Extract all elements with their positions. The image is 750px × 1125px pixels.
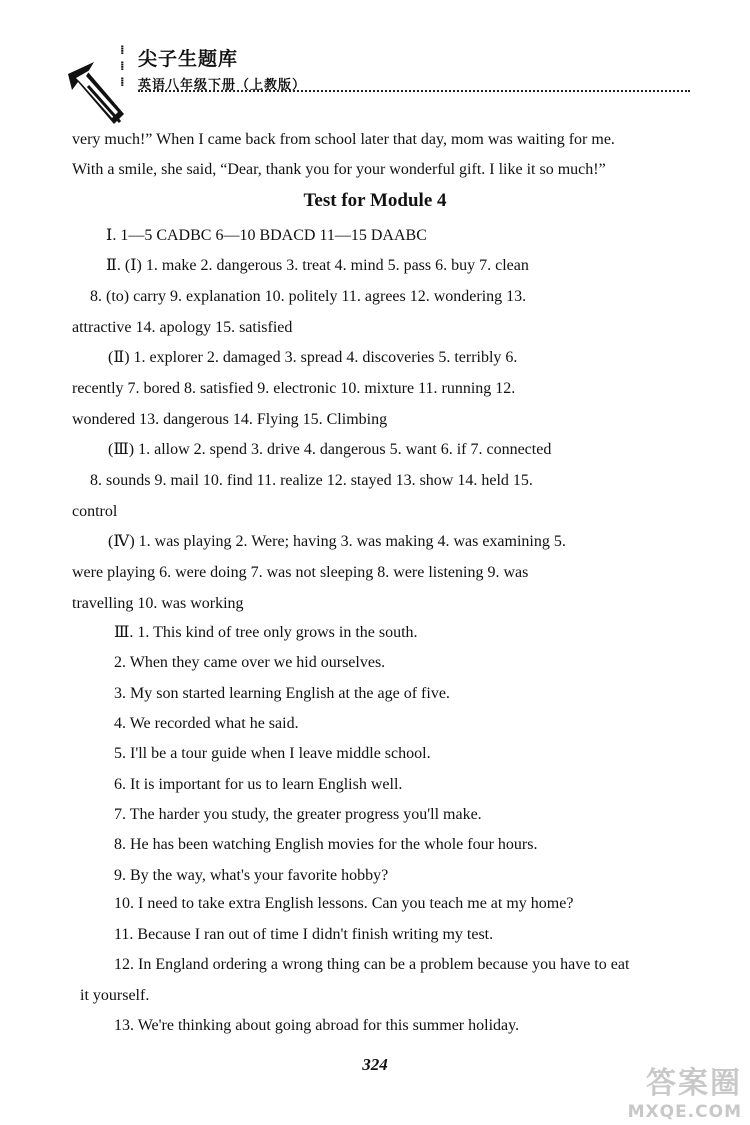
answer-part3-6: 6. It is important for us to learn English well. xyxy=(114,776,403,793)
answer-part1: Ⅰ. 1—5 CADBC 6—10 BDACD 11—15 DAABC xyxy=(106,227,427,244)
answer-part2-ii-line1: (Ⅱ) 1. explorer 2. damaged 3. spread 4. discoveries 5. terribly 6. xyxy=(108,349,518,366)
intro-line-2: With a smile, she said, “Dear, thank you for your wonderful gift. I like it so much!” xyxy=(72,161,606,178)
answer-part3-1: Ⅲ. 1. This kind of tree only grows in the south. xyxy=(114,624,418,641)
answer-part2-ii-line2: recently 7. bored 8. satisfied 9. electronic 10. mixture 11. running 12. xyxy=(72,380,516,397)
answer-part2-iv-line2: were playing 6. were doing 7. was not sleeping 8. were listening 9. was xyxy=(72,564,529,581)
answer-part2-iii-line2: 8. sounds 9. mail 10. find 11. realize 12. stayed 13. show 14. held 15. xyxy=(90,472,533,489)
watermark-line2: MXQE.COM xyxy=(627,1102,742,1122)
intro-line-1: very much!” When I came back from school later that day, mom was waiting for me. xyxy=(72,131,615,148)
answer-part3-12: 12. In England ordering a wrong thing can be a problem because you have to eat xyxy=(114,956,630,973)
answer-part3-12-cont: it yourself. xyxy=(80,987,150,1004)
answer-part2-i-line2: 8. (to) carry 9. explanation 10. politely 11. agrees 12. wondering 13. xyxy=(90,288,527,305)
header-dotted-rule xyxy=(138,90,690,92)
answer-part2-iii-line3: control xyxy=(72,503,118,520)
answer-part2-ii-line3: wondered 13. dangerous 14. Flying 15. Climbing xyxy=(72,411,388,428)
answer-part3-7: 7. The harder you study, the greater progress you'll make. xyxy=(114,806,482,823)
book-brand: 尖子生题库 xyxy=(138,48,239,70)
answer-part3-4: 4. We recorded what he said. xyxy=(114,715,299,732)
answer-part2-iv-line1: (Ⅳ) 1. was playing 2. Were; having 3. was making 4. was examining 5. xyxy=(108,533,566,550)
answer-part3-11: 11. Because I ran out of time I didn't finish writing my test. xyxy=(114,926,494,943)
section-title: Test for Module 4 xyxy=(303,190,447,211)
watermark xyxy=(628,1058,742,1122)
answer-part3-3: 3. My son started learning English at the age of five. xyxy=(114,685,450,702)
answer-part3-13: 13. We're thinking about going abroad for this summer holiday. xyxy=(114,1017,520,1034)
page-number: 324 xyxy=(362,1055,388,1074)
book-subtitle: 英语八年级下册（上教版） xyxy=(138,78,307,93)
answer-part3-10: 10. I need to take extra English lessons. Can you teach me at my home? xyxy=(114,895,574,912)
answer-part2-iv-line3: travelling 10. was working xyxy=(72,595,244,612)
answer-part3-8: 8. He has been watching English movies for the whole four hours. xyxy=(114,836,538,853)
answer-part2-i-line1: Ⅱ. (Ⅰ) 1. make 2. dangerous 3. treat 4. mind 5. pass 6. buy 7. clean xyxy=(106,257,529,274)
page-header xyxy=(62,38,702,128)
answer-part3-2: 2. When they came over we hid ourselves. xyxy=(114,654,386,671)
watermark-line1: 答案圈 xyxy=(646,1066,742,1101)
answer-part2-iii-line1: (Ⅲ) 1. allow 2. spend 3. drive 4. dangerous 5. want 6. if 7. connected xyxy=(108,441,552,458)
answer-part2-i-line3: attractive 14. apology 15. satisfied xyxy=(72,319,293,336)
answer-part3-9: 9. By the way, what's your favorite hobby? xyxy=(114,867,389,884)
answer-part3-5: 5. I'll be a tour guide when I leave middle school. xyxy=(114,745,431,762)
header-decoration: ⁞ ⁞ ⁞ xyxy=(120,43,125,89)
